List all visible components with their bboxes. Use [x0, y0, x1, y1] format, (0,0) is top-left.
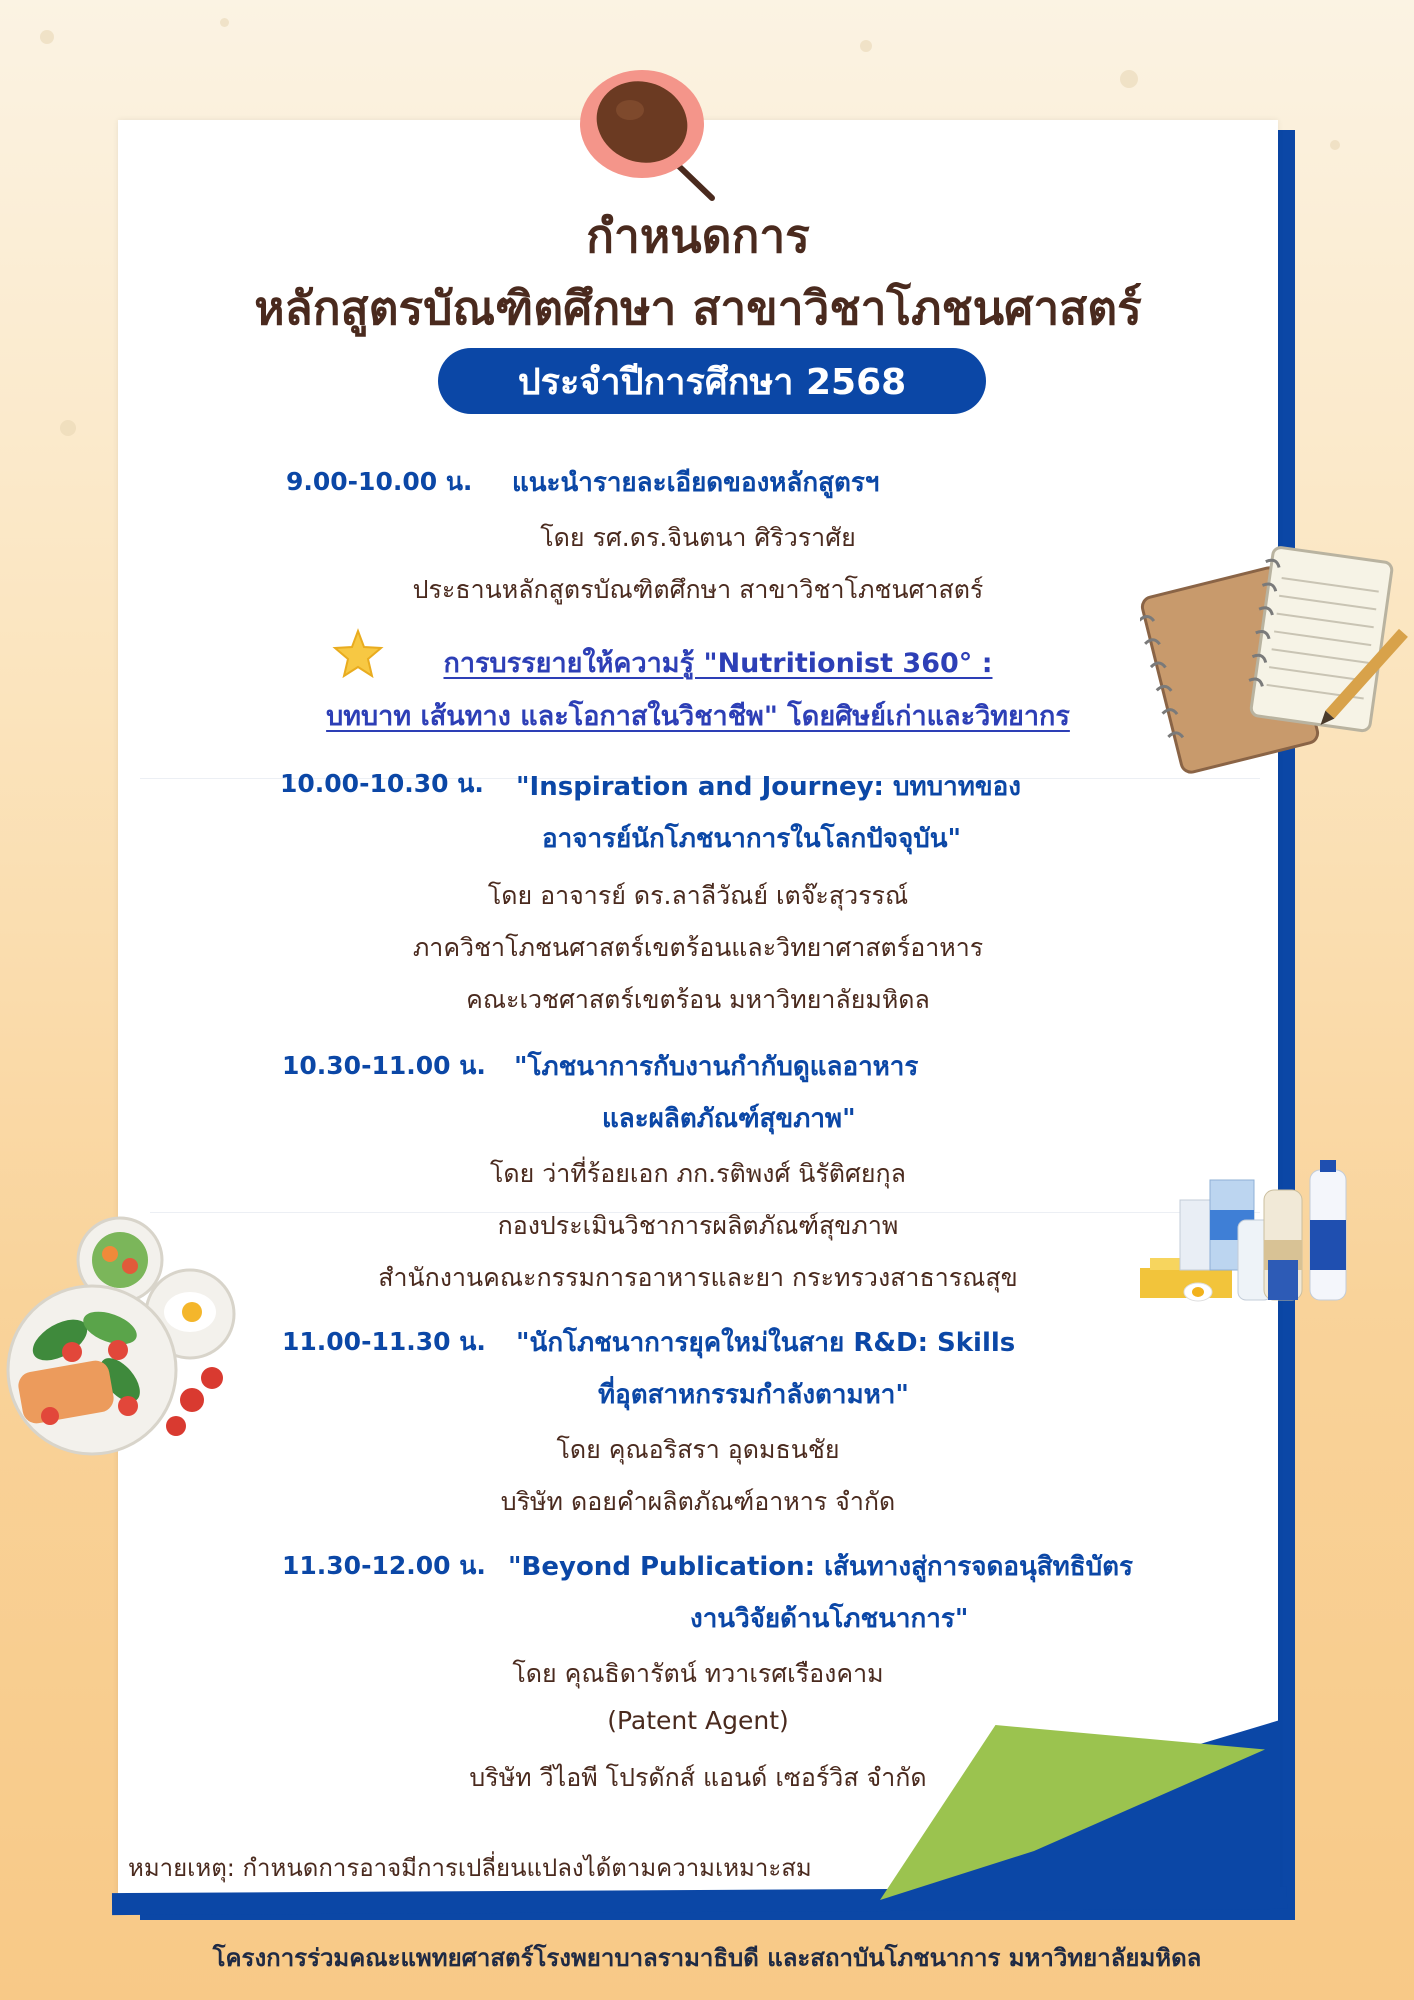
- session-topic-line2: ที่อุตสาหกรรมกำลังตามหา": [598, 1380, 909, 1410]
- session-speaker: โดย คุณอริสรา อุดมธนชัย: [556, 1435, 840, 1464]
- bg-speckle: [860, 40, 872, 52]
- session-affiliation: (Patent Agent): [607, 1706, 789, 1735]
- session-topic-line2: อาจารย์นักโภชนาการในโลกปัจจุบัน": [542, 824, 962, 854]
- session-affiliation: บริษัท วีไอพี โปรดักส์ แอนด์ เซอร์วิส จำกัด: [469, 1763, 927, 1792]
- bg-speckle: [40, 30, 54, 44]
- session-topic-line2: งานวิจัยด้านโภชนาการ": [690, 1604, 969, 1634]
- year-badge: ประจำปีการศึกษา 2568: [438, 348, 986, 414]
- notebook-pencil-illustration: [1140, 540, 1414, 780]
- session-topic-line1: "โภชนาการกับงานกำกับดูแลอาหาร: [514, 1052, 919, 1082]
- session-affiliation: บริษัท ดอยคำผลิตภัณฑ์อาหาร จำกัด: [500, 1487, 896, 1516]
- page-title-line2: หลักสูตรบัณฑิตศึกษา สาขาวิชาโภชนศาสตร์: [254, 281, 1142, 335]
- pushpin-icon: [570, 62, 720, 202]
- session-speaker: โดย คุณธิดารัตน์ ทวาเรศเรืองคาม: [512, 1659, 884, 1688]
- footer-organizers: โครงการร่วมคณะแพทยศาสตร์โรงพยาบาลรามาธิบดี และสถาบันโภชนาการ มหาวิทยาลัยมหิดล: [212, 1944, 1202, 1972]
- session-affiliation: ภาควิชาโภชนศาสตร์เขตร้อนและวิทยาศาสตร์อาหาร: [412, 933, 984, 962]
- session-time: 11.00-11.30 น.: [282, 1327, 486, 1356]
- session-time: 11.30-12.00 น.: [282, 1551, 486, 1580]
- session-speaker: โดย ว่าที่ร้อยเอก ภก.รติพงศ์ นิรัติศยกุล: [489, 1159, 906, 1188]
- session-topic-line1: "Inspiration and Journey: บทบาทของ: [516, 772, 1021, 802]
- page-title-line1: กำหนดการ: [586, 209, 810, 263]
- schedule-note: หมายเหตุ: กำหนดการอาจมีการเปลี่ยนแปลงได้ตามความเหมาะสม: [128, 1854, 812, 1882]
- session-time: 10.00-10.30 น.: [280, 769, 484, 798]
- bg-speckle: [60, 420, 76, 436]
- session-affiliation: คณะเวชศาสตร์เขตร้อน มหาวิทยาลัยมหิดล: [466, 985, 930, 1014]
- intro-speaker: โดย รศ.ดร.จินตนา ศิริวราศัย: [540, 523, 856, 552]
- intro-topic: แนะนำรายละเอียดของหลักสูตรฯ: [512, 468, 880, 498]
- session-affiliation: กองประเมินวิชาการผลิตภัณฑ์สุขภาพ: [497, 1211, 899, 1240]
- bg-speckle: [1120, 70, 1138, 88]
- session-topic-line1: "Beyond Publication: เส้นทางสู่การจดอนุสิทธิบัตร: [508, 1552, 1133, 1582]
- salad-bowl-illustration: [0, 1210, 240, 1460]
- bg-speckle: [220, 18, 229, 27]
- session-topic-line2: และผลิตภัณฑ์สุขภาพ": [602, 1104, 856, 1134]
- session-topic-line1: "นักโภชนาการยุคใหม่ในสาย R&D: Skills: [516, 1328, 1016, 1358]
- bg-speckle: [1330, 140, 1340, 150]
- session-affiliation: สำนักงานคณะกรรมการอาหารและยา กระทรวงสาธารณสุข: [378, 1263, 1018, 1292]
- session-speaker: โดย อาจารย์ ดร.ลาลีวัณย์ เตจ๊ะสุวรรณ์: [487, 881, 909, 910]
- lecture-heading-line1: การบรรยายให้ความรู้ "Nutritionist 360° :: [443, 648, 993, 679]
- intro-affiliation: ประธานหลักสูตรบัณฑิตศึกษา สาขาวิชาโภชนศาสตร์: [412, 575, 984, 604]
- intro-time: 9.00-10.00 น.: [286, 467, 473, 496]
- dairy-products-illustration: [1140, 1160, 1360, 1310]
- session-time: 10.30-11.00 น.: [282, 1051, 486, 1080]
- lecture-heading-line2: บทบาท เส้นทาง และโอกาสในวิชาชีพ" โดยศิษย์เก่าและวิทยากร: [326, 701, 1070, 732]
